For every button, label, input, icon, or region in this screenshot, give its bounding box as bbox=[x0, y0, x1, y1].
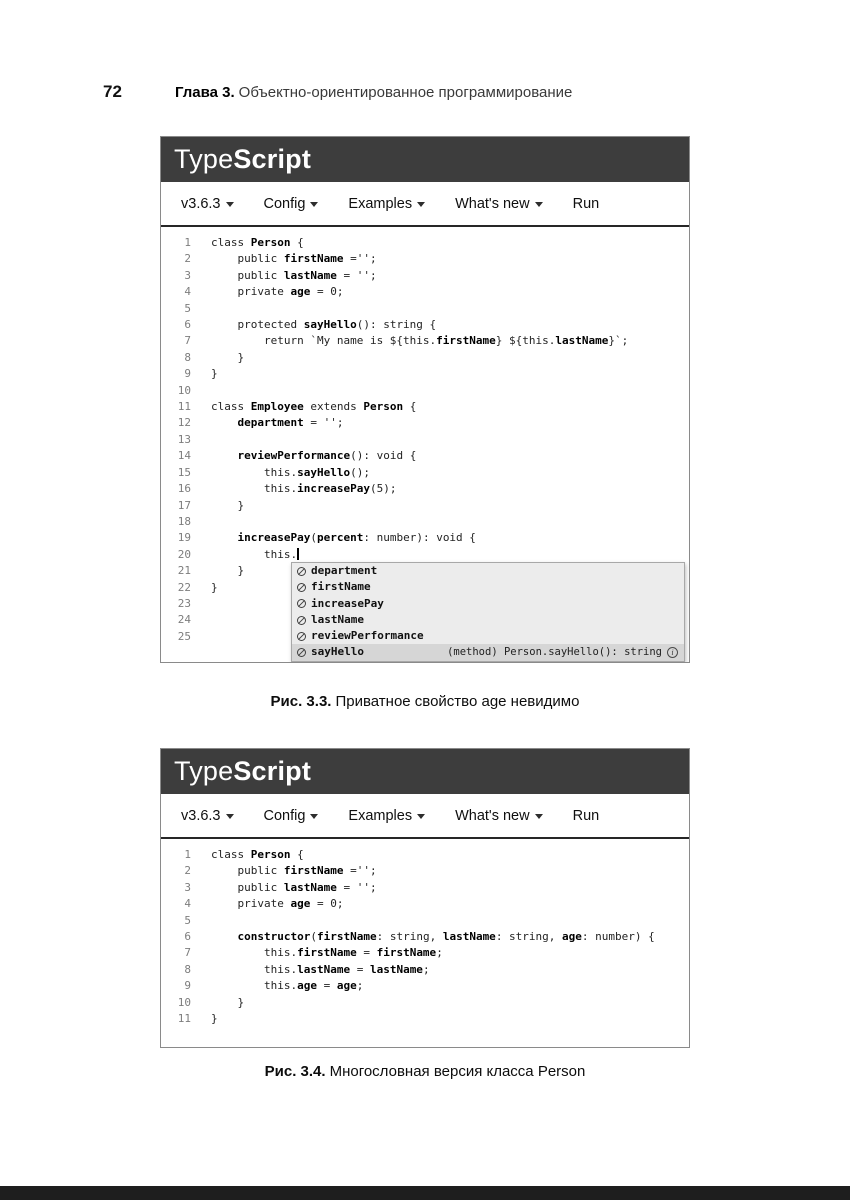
autocomplete-item-reviewperformance[interactable] bbox=[292, 628, 684, 644]
code-line bbox=[161, 399, 689, 415]
caret-down-icon bbox=[226, 814, 234, 819]
autocomplete-label: lastName bbox=[311, 612, 364, 626]
code-text: class Person { bbox=[211, 848, 304, 861]
typescript-logo bbox=[174, 756, 311, 787]
code-line bbox=[161, 465, 689, 481]
line-number: 1 bbox=[184, 236, 191, 249]
code-line bbox=[161, 251, 689, 267]
line-number: 21 bbox=[177, 564, 191, 578]
menu-item-run[interactable] bbox=[573, 808, 600, 824]
line-number: 9 bbox=[184, 979, 191, 993]
code-line bbox=[161, 498, 689, 514]
line-number: 19 bbox=[177, 531, 191, 545]
code-text: class Person { bbox=[211, 236, 304, 249]
menu-item-what-s-new[interactable] bbox=[455, 196, 543, 212]
line-number: 6 bbox=[184, 930, 191, 944]
line-number: 23 bbox=[177, 596, 191, 610]
code-text: department = ''; bbox=[237, 416, 344, 430]
code-line bbox=[161, 448, 689, 464]
menu-item-label: Config bbox=[263, 807, 306, 824]
playground-header-bar bbox=[161, 749, 689, 794]
code-line bbox=[161, 268, 689, 284]
menu-item-label: Run bbox=[572, 807, 600, 824]
menu-item-label: What's new bbox=[455, 807, 530, 824]
code-line bbox=[161, 995, 689, 1011]
menu-item-run[interactable] bbox=[573, 196, 600, 212]
property-icon bbox=[297, 567, 306, 576]
typescript-playground-screenshot-1 bbox=[160, 136, 690, 663]
autocomplete-label: firstName bbox=[311, 580, 371, 594]
menu-item-v3-6-3[interactable] bbox=[181, 196, 234, 212]
figure-caption-text: Многословная версия класса Person bbox=[329, 1063, 586, 1080]
line-number: 20 bbox=[177, 547, 191, 561]
autocomplete-label: reviewPerformance bbox=[311, 629, 424, 643]
page-running-head bbox=[103, 82, 572, 102]
line-number: 10 bbox=[177, 995, 191, 1009]
line-number: 3 bbox=[184, 268, 191, 282]
code-text: } bbox=[211, 995, 245, 1009]
code-text: public firstName =''; bbox=[211, 864, 377, 878]
code-line bbox=[161, 896, 689, 912]
code-text: constructor(firstName: string, lastName: string, age: number) { bbox=[237, 930, 655, 944]
code-text: reviewPerformance(): void { bbox=[237, 449, 417, 463]
text-cursor bbox=[297, 548, 299, 560]
method-icon bbox=[297, 599, 306, 608]
code-text: class Employee extends Person { bbox=[211, 400, 417, 414]
figure-caption-text: Приватное свойство age невидимо bbox=[335, 693, 580, 710]
code-line bbox=[161, 284, 689, 300]
code-text: this.sayHello(); bbox=[211, 465, 370, 479]
typescript-playground-screenshot-2 bbox=[160, 748, 690, 1048]
property-icon bbox=[297, 583, 306, 592]
line-number: 2 bbox=[184, 252, 191, 266]
caret-down-icon bbox=[535, 814, 543, 819]
autocomplete-detail: (method) Person.sayHello(): string bbox=[447, 646, 662, 659]
code-line bbox=[161, 880, 689, 896]
autocomplete-item-sayhello[interactable] bbox=[292, 644, 684, 660]
line-number: 12 bbox=[177, 416, 191, 430]
line-number: 5 bbox=[184, 301, 191, 315]
autocomplete-label: sayHello bbox=[311, 645, 364, 659]
method-icon bbox=[297, 632, 306, 641]
menu-item-examples[interactable] bbox=[348, 196, 425, 212]
autocomplete-popup bbox=[291, 562, 685, 662]
caret-down-icon bbox=[417, 202, 425, 207]
code-text: } bbox=[211, 580, 218, 594]
code-text: this.firstName = firstName; bbox=[211, 946, 443, 960]
playground-menu-bar bbox=[161, 794, 689, 839]
caret-down-icon bbox=[417, 814, 425, 819]
autocomplete-label: increasePay bbox=[311, 596, 384, 610]
chapter-title bbox=[175, 84, 572, 101]
chapter-label: Глава 3. bbox=[175, 84, 235, 101]
code-editor[interactable] bbox=[161, 227, 689, 662]
menu-item-v3-6-3[interactable] bbox=[181, 808, 234, 824]
code-line bbox=[161, 962, 689, 978]
line-number: 11 bbox=[177, 400, 191, 414]
line-number: 9 bbox=[184, 367, 191, 381]
autocomplete-label: department bbox=[311, 563, 378, 577]
line-number: 8 bbox=[184, 350, 191, 364]
code-line bbox=[161, 333, 689, 349]
code-text: return `My name is ${this.firstName} ${this.lastName}`; bbox=[211, 334, 629, 348]
code-line bbox=[161, 913, 689, 929]
menu-item-label: v3.6.3 bbox=[181, 195, 221, 212]
menu-item-label: Examples bbox=[348, 195, 413, 212]
line-number: 25 bbox=[177, 629, 191, 643]
chapter-title-text: Объектно-ориентированное программирование bbox=[238, 84, 573, 101]
autocomplete-item-increasepay[interactable] bbox=[292, 596, 684, 612]
line-number: 22 bbox=[177, 580, 191, 594]
method-icon bbox=[297, 648, 306, 657]
line-number: 2 bbox=[184, 864, 191, 878]
line-number: 8 bbox=[184, 962, 191, 976]
code-text: } bbox=[211, 350, 245, 364]
line-number: 3 bbox=[184, 880, 191, 894]
autocomplete-item-firstname[interactable] bbox=[292, 579, 684, 595]
code-text: this. bbox=[211, 547, 298, 561]
code-text: private age = 0; bbox=[211, 897, 344, 911]
page-footer-bar bbox=[0, 1186, 850, 1200]
line-number: 11 bbox=[177, 1012, 191, 1026]
code-text: private age = 0; bbox=[211, 285, 344, 299]
menu-item-config[interactable] bbox=[264, 196, 319, 212]
code-line bbox=[161, 530, 689, 546]
figure-3-3-caption bbox=[160, 693, 690, 710]
menu-item-label: Run bbox=[572, 195, 600, 212]
code-line bbox=[161, 317, 689, 333]
logo-type-part: Type bbox=[174, 144, 234, 174]
page-number: 72 bbox=[103, 82, 122, 101]
code-line bbox=[161, 978, 689, 994]
menu-item-config[interactable] bbox=[264, 808, 319, 824]
autocomplete-item-department[interactable] bbox=[292, 563, 684, 579]
menu-item-examples[interactable] bbox=[348, 808, 425, 824]
line-number: 4 bbox=[184, 285, 191, 299]
playground-menu-bar bbox=[161, 182, 689, 227]
logo-type-part: Type bbox=[174, 756, 234, 786]
line-number: 18 bbox=[177, 514, 191, 528]
line-number: 16 bbox=[177, 482, 191, 496]
code-line bbox=[161, 415, 689, 431]
code-line bbox=[161, 383, 689, 399]
code-line bbox=[161, 514, 689, 530]
menu-item-what-s-new[interactable] bbox=[455, 808, 543, 824]
line-number: 5 bbox=[184, 913, 191, 927]
line-number: 14 bbox=[177, 449, 191, 463]
figure-caption-label: Рис. 3.4. bbox=[264, 1063, 326, 1080]
line-number: 4 bbox=[184, 897, 191, 911]
menu-item-label: Config bbox=[263, 195, 306, 212]
playground-header-bar bbox=[161, 137, 689, 182]
figure-caption-label: Рис. 3.3. bbox=[270, 693, 332, 710]
figure-3-4-caption bbox=[160, 1063, 690, 1080]
code-line bbox=[161, 432, 689, 448]
code-line bbox=[161, 301, 689, 317]
code-line bbox=[161, 366, 689, 382]
code-text: public lastName = ''; bbox=[211, 268, 377, 282]
code-line bbox=[161, 235, 689, 251]
property-icon bbox=[297, 616, 306, 625]
code-line bbox=[161, 863, 689, 879]
menu-item-label: Examples bbox=[348, 807, 413, 824]
code-text: public lastName = ''; bbox=[211, 880, 377, 894]
line-number: 6 bbox=[184, 318, 191, 332]
code-line bbox=[161, 1011, 689, 1027]
autocomplete-item-lastname[interactable] bbox=[292, 612, 684, 628]
caret-down-icon bbox=[535, 202, 543, 207]
line-number: 1 bbox=[184, 848, 191, 861]
code-text: } bbox=[211, 1012, 218, 1026]
code-text: protected sayHello(): string { bbox=[211, 318, 437, 332]
code-line bbox=[161, 350, 689, 366]
menu-item-label: v3.6.3 bbox=[181, 807, 221, 824]
code-line bbox=[161, 929, 689, 945]
line-number: 7 bbox=[184, 946, 191, 960]
code-text: } bbox=[211, 564, 245, 578]
logo-script-part: Script bbox=[233, 144, 312, 174]
typescript-logo bbox=[174, 144, 311, 175]
line-number: 7 bbox=[184, 334, 191, 348]
line-number: 15 bbox=[177, 465, 191, 479]
info-icon: i bbox=[667, 647, 678, 658]
code-text: } bbox=[211, 498, 245, 512]
line-number: 10 bbox=[177, 383, 191, 397]
code-text: } bbox=[211, 367, 218, 381]
code-line bbox=[161, 481, 689, 497]
code-line bbox=[161, 847, 689, 863]
caret-down-icon bbox=[226, 202, 234, 207]
logo-script-part: Script bbox=[233, 756, 312, 786]
code-lines bbox=[161, 847, 689, 1027]
code-line bbox=[161, 547, 689, 563]
menu-item-label: What's new bbox=[455, 195, 530, 212]
code-editor[interactable] bbox=[161, 839, 689, 1047]
code-text: this.age = age; bbox=[211, 979, 364, 993]
code-text: this.increasePay(5); bbox=[211, 482, 397, 496]
caret-down-icon bbox=[310, 814, 318, 819]
caret-down-icon bbox=[310, 202, 318, 207]
code-text: this.lastName = lastName; bbox=[211, 962, 430, 976]
code-text: increasePay(percent: number): void { bbox=[237, 531, 476, 545]
line-number: 13 bbox=[177, 432, 191, 446]
line-number: 17 bbox=[177, 498, 191, 512]
code-text: public firstName =''; bbox=[211, 252, 377, 266]
line-number: 24 bbox=[177, 613, 191, 627]
code-line bbox=[161, 945, 689, 961]
